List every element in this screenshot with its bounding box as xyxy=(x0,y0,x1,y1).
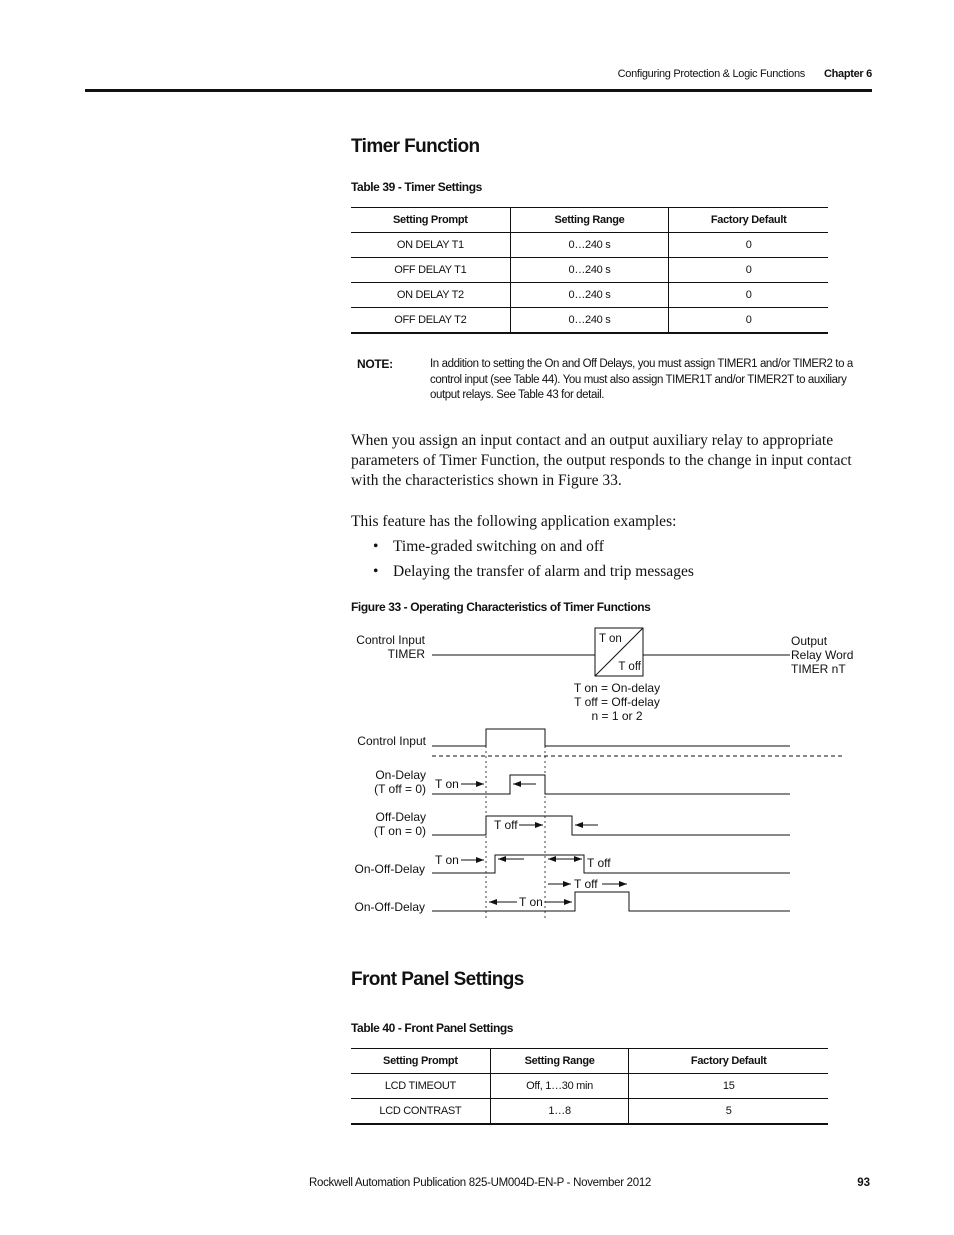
row-label-off-delay: Off-Delay xyxy=(375,810,426,824)
block-legend: n = 1 or 2 xyxy=(591,709,643,723)
column-header: Setting Prompt xyxy=(351,208,510,233)
row-label-off-delay: (T on = 0) xyxy=(373,824,426,838)
front-panel-settings-table xyxy=(351,1048,828,1125)
block-t-on: T on xyxy=(599,633,622,645)
block-input-label: TIMER xyxy=(387,647,425,661)
on-off-delay-t-off-label: T off xyxy=(587,856,611,870)
note-text: In addition to setting the On and Off Delays, you must assign TIMER1 and/or TIMER2 to a control input (see Table 44). You must also assign TIMER1T and/or TIMER2T to auxiliary output relays. See Table 43 for detail. xyxy=(430,358,853,401)
row-label-control-input: Control Input xyxy=(357,734,426,748)
on-off-delay-b-t-on-label: T on xyxy=(519,895,543,909)
block-legend: T off = Off-delay xyxy=(574,695,660,709)
table-cell: 0 xyxy=(669,258,828,283)
row-label-on-delay: On-Delay xyxy=(375,768,426,782)
block-input-label: Control Input xyxy=(356,633,425,647)
block-output-label: Relay Word xyxy=(791,648,854,662)
bullet-icon: • xyxy=(373,538,379,555)
table-cell: 0…240 s xyxy=(510,233,669,258)
table-cell: 5 xyxy=(629,1099,828,1125)
off-delay-waveform xyxy=(432,816,790,835)
block-output-label: Output xyxy=(791,634,828,648)
body-paragraph: This feature has the following application examples: xyxy=(351,513,677,530)
block-t-off: T off xyxy=(618,661,641,673)
table-40-caption: Table 40 - Front Panel Settings xyxy=(351,1021,514,1035)
table-row xyxy=(351,1074,828,1099)
table-39-caption: Table 39 - Timer Settings xyxy=(351,180,482,194)
front-panel-heading: Front Panel Settings xyxy=(351,969,524,990)
table-cell: OFF DELAY T2 xyxy=(394,314,467,326)
timer-function-heading: Timer Function xyxy=(351,136,480,157)
table-cell: 0 xyxy=(669,283,828,308)
column-header: Setting Range xyxy=(510,208,669,233)
control-input-waveform xyxy=(432,729,790,746)
table-cell: 0 xyxy=(669,308,828,334)
column-header: Factory Default xyxy=(629,1049,828,1074)
table-cell: ON DELAY T1 xyxy=(351,233,510,258)
on-delay-t-on-label: T on xyxy=(435,777,459,791)
table-cell: OFF DELAY T1 xyxy=(351,258,510,283)
row-label-on-off-delay: On-Off-Delay xyxy=(354,900,425,914)
bullet-icon: • xyxy=(373,563,379,580)
table-cell: Off, 1…30 min xyxy=(490,1074,629,1099)
table-cell: 1…8 xyxy=(490,1099,629,1125)
table-cell: 0 xyxy=(669,233,828,258)
on-off-delay-b-t-off-label: T off xyxy=(574,877,598,891)
table-row xyxy=(351,1099,828,1125)
column-header: Setting Range xyxy=(490,1049,629,1074)
note-label: NOTE: xyxy=(357,357,393,371)
table-cell: LCD CONTRAST xyxy=(379,1105,462,1117)
running-header-chapter: Chapter 6 xyxy=(823,68,872,80)
figure-33-caption: Figure 33 - Operating Characteristics of Timer Functions xyxy=(351,600,651,614)
table-header-row xyxy=(351,1049,828,1074)
table-cell: 0…240 s xyxy=(510,283,669,308)
block-legend: T on = On-delay xyxy=(573,681,661,695)
on-off-delay-t-on-label: T on xyxy=(435,853,459,867)
row-label-on-delay: (T off = 0) xyxy=(374,782,426,796)
table-cell: 0…240 s xyxy=(510,258,669,283)
table-cell: LCD TIMEOUT xyxy=(351,1074,490,1099)
table-cell: ON DELAY T2 xyxy=(351,283,510,308)
table-cell: 15 xyxy=(629,1074,828,1099)
page-number: 93 xyxy=(857,1177,870,1189)
block-output-label: TIMER nT xyxy=(791,662,846,676)
body-paragraph: When you assign an input contact and an output auxiliary relay to appropriate parameters of Timer Function, the output responds to the change in input contact with the characteristics shown in Figure 33. xyxy=(351,432,852,489)
column-header: Setting Prompt xyxy=(351,1049,490,1074)
column-header: Factory Default xyxy=(669,208,828,233)
bullet-item: • Delaying the transfer of alarm and trip messages xyxy=(373,563,694,580)
running-header-section: Configuring Protection & Logic Functions xyxy=(617,68,805,80)
footer-publication: Rockwell Automation Publication 825-UM004D-EN-P - November 2012 xyxy=(308,1177,652,1189)
table-cell: 0…240 s xyxy=(510,308,669,334)
row-label-on-off-delay: On-Off-Delay xyxy=(354,862,425,876)
off-delay-t-off-label: T off xyxy=(494,818,518,832)
bullet-item: • Time-graded switching on and off xyxy=(373,538,604,555)
